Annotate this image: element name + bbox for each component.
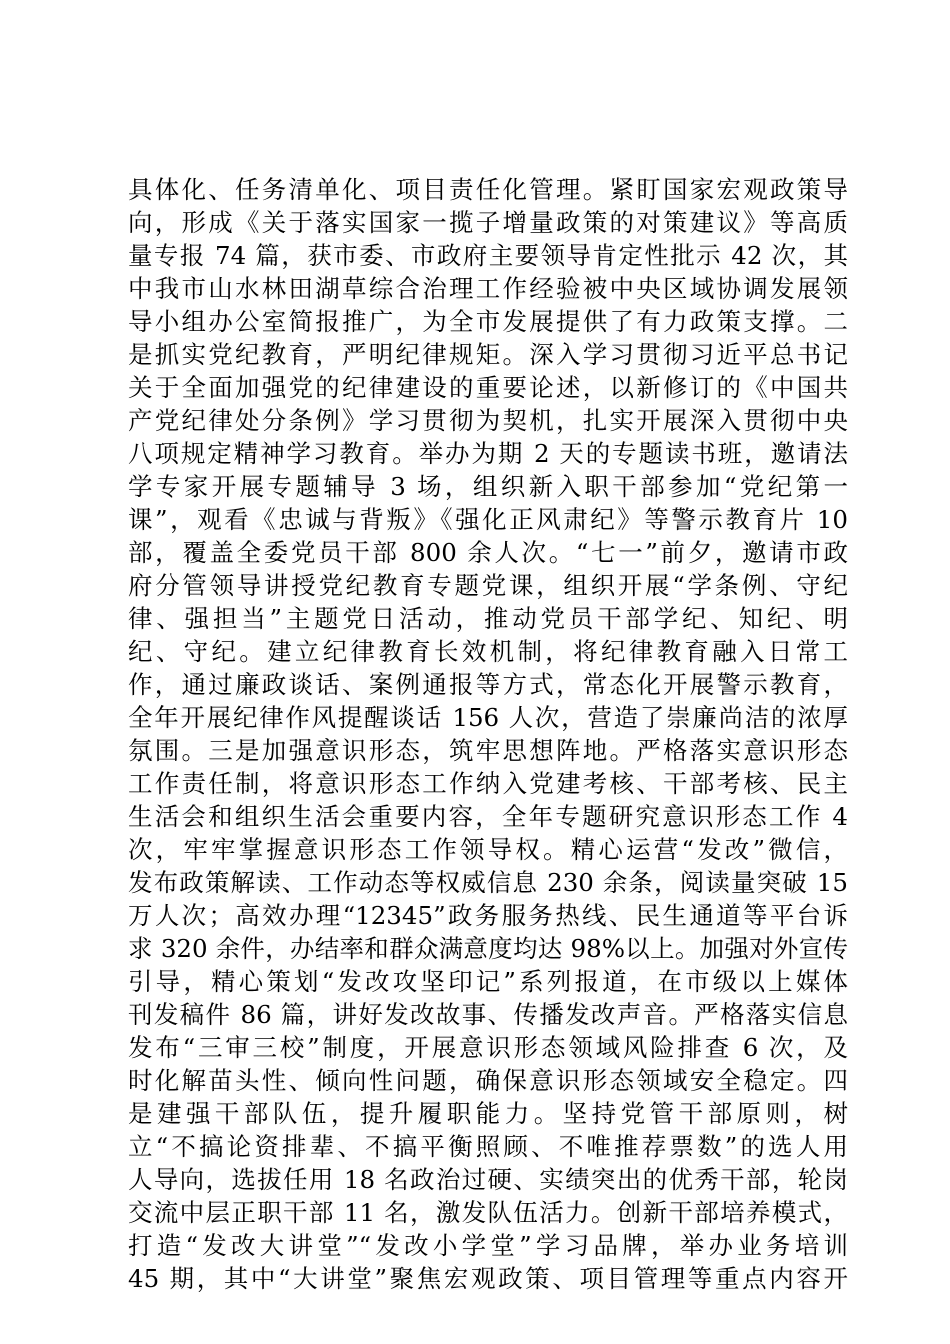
text-line: 府分管领导讲授党纪教育专题党课，组织开展“学条例、守纪 — [128, 571, 848, 600]
text-line: 产党纪律处分条例》学习贯彻为契机，扎实开展深入贯彻中央 — [128, 406, 848, 435]
text-line: 学专家开展专题辅导 3 场，组织新入职干部参加“党纪第一 — [128, 472, 848, 501]
text-line: 纪、守纪。建立纪律教育长效机制，将纪律教育融入日常工 — [128, 637, 848, 666]
text-line: 交流中层正职干部 11 名，激发队伍活力。创新干部培养模式， — [128, 1198, 848, 1227]
text-line: 发布“三审三校”制度，开展意识形态领域风险排查 6 次，及 — [128, 1033, 848, 1062]
text-line: 求 320 余件，办结率和群众满意度均达 98%以上。加强对外宣传 — [128, 934, 848, 963]
text-line: 量专报 74 篇，获市委、市政府主要领导肯定性批示 42 次，其 — [128, 241, 848, 270]
text-line: 向，形成《关于落实国家一揽子增量政策的对策建议》等高质 — [128, 208, 848, 237]
text-line: 45 期，其中“大讲堂”聚焦宏观政策、项目管理等重点内容开 — [128, 1264, 848, 1293]
text-line: 生活会和组织生活会重要内容，全年专题研究意识形态工作 4 — [128, 802, 848, 831]
text-line: 引导，精心策划“发改攻坚印记”系列报道，在市级以上媒体 — [128, 967, 848, 996]
text-line: 立“不搞论资排辈、不搞平衡照顾、不唯推荐票数”的选人用 — [128, 1132, 848, 1161]
text-line: 打造“发改大讲堂”“发改小学堂”学习品牌，举办业务培训 — [128, 1231, 848, 1260]
text-line: 中我市山水林田湖草综合治理工作经验被中央区域协调发展领 — [128, 274, 848, 303]
text-line: 氛围。三是加强意识形态，筑牢思想阵地。严格落实意识形态 — [128, 736, 848, 765]
text-line: 时化解苗头性、倾向性问题，确保意识形态领域安全稳定。四 — [128, 1066, 848, 1095]
text-line: 具体化、任务清单化、项目责任化管理。紧盯国家宏观政策导 — [128, 175, 848, 204]
text-line: 人导向，选拔任用 18 名政治过硬、实绩突出的优秀干部，轮岗 — [128, 1165, 848, 1194]
text-line: 律、强担当”主题党日活动，推动党员干部学纪、知纪、明 — [128, 604, 848, 633]
text-line: 万人次；高效办理“12345”政务服务热线、民生通道等平台诉 — [128, 901, 848, 930]
text-line: 课”，观看《忠诚与背叛》《强化正风肃纪》等警示教育片 10 — [128, 505, 848, 534]
text-line: 作，通过廉政谈话、案例通报等方式，常态化开展警示教育， — [128, 670, 848, 699]
text-line: 导小组办公室简报推广，为全市发展提供了有力政策支撑。二 — [128, 307, 848, 336]
text-line: 刊发稿件 86 篇，讲好发改故事、传播发改声音。严格落实信息 — [128, 1000, 848, 1029]
body-paragraph — [128, 173, 848, 1295]
text-line: 工作责任制，将意识形态工作纳入党建考核、干部考核、民主 — [128, 769, 848, 798]
text-line: 发布政策解读、工作动态等权威信息 230 余条，阅读量突破 15 — [128, 868, 848, 897]
text-line: 是建强干部队伍，提升履职能力。坚持党管干部原则，树 — [128, 1099, 848, 1128]
text-line: 全年开展纪律作风提醒谈话 156 人次，营造了崇廉尚洁的浓厚 — [128, 703, 848, 732]
text-line: 是抓实党纪教育，严明纪律规矩。深入学习贯彻习近平总书记 — [128, 340, 848, 369]
text-line: 八项规定精神学习教育。举办为期 2 天的专题读书班，邀请法 — [128, 439, 848, 468]
text-line: 部，覆盖全委党员干部 800 余人次。“七一”前夕，邀请市政 — [128, 538, 848, 567]
text-line: 关于全面加强党的纪律建设的重要论述，以新修订的《中国共 — [128, 373, 848, 402]
text-line: 次，牢牢掌握意识形态工作领导权。精心运营“发改”微信， — [128, 835, 848, 864]
